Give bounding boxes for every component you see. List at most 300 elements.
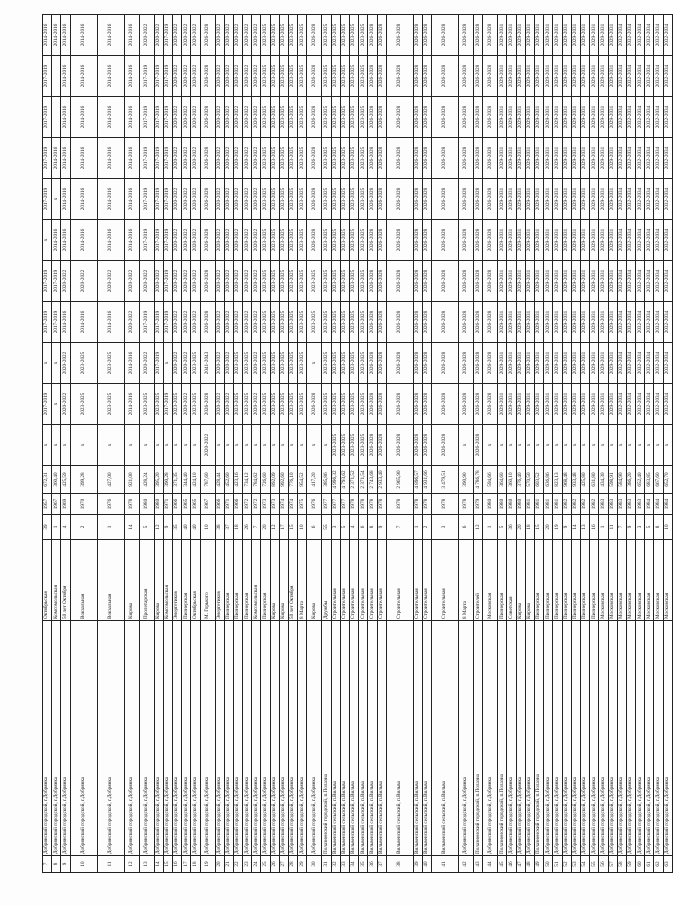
street-cell: Строительная bbox=[432, 540, 459, 621]
period-cell: 2026-2028 bbox=[483, 302, 498, 343]
street-cell: Строительная bbox=[331, 540, 340, 621]
period-cell bbox=[52, 56, 61, 97]
house-number-cell: 20 bbox=[544, 515, 553, 540]
area-cell: 652,40 bbox=[636, 466, 645, 494]
area-cell: 892,09 bbox=[270, 466, 279, 494]
street-cell: Строительная bbox=[349, 540, 358, 621]
period-cell: 2014-2016 bbox=[124, 220, 139, 261]
area-cell: 425,59 bbox=[61, 466, 70, 494]
period-cell: 2029-2031 bbox=[562, 220, 571, 261]
house-number-cell: 3 bbox=[636, 515, 645, 540]
street-cell: Кирова bbox=[154, 540, 163, 621]
year-built-cell: 1966 bbox=[215, 494, 224, 515]
period-cell: 2023-2025 bbox=[349, 343, 358, 384]
period-cell: 2026-2028 bbox=[200, 220, 215, 261]
period-cell: 2029-2031 bbox=[498, 343, 507, 384]
street-cell: Строительная bbox=[422, 540, 431, 621]
period-cell: 2026-2028 bbox=[386, 384, 413, 425]
period-cell: 2020-2022 bbox=[252, 56, 261, 97]
area-cell: 417,20 bbox=[307, 466, 322, 494]
period-cell: 2023-2025 bbox=[270, 56, 279, 97]
year-built-cell: 1980 bbox=[483, 494, 498, 515]
period-cell: 2023-2025 bbox=[331, 261, 340, 302]
house-number-cell: 14 bbox=[124, 515, 139, 540]
period-cell: 2032-2034 bbox=[654, 97, 663, 138]
table-row bbox=[636, 15, 645, 873]
street-cell: Московская bbox=[617, 540, 626, 621]
period-cell: 2023-2025 bbox=[154, 384, 163, 425]
table-row bbox=[562, 15, 571, 873]
period-cell: 2023-2025 bbox=[191, 343, 200, 384]
period-cell: 2023-2025 bbox=[289, 15, 298, 56]
period-cell: 2029-2031 bbox=[516, 179, 525, 220]
period-cell: 2020-2022 bbox=[139, 343, 154, 384]
period-cell: 2029-2031 bbox=[580, 384, 589, 425]
period-cell: 2017-2019 bbox=[163, 302, 172, 343]
period-cell: 2032-2034 bbox=[654, 15, 663, 56]
period-cell: 2029-2031 bbox=[544, 56, 553, 97]
period-cell: 2032-2034 bbox=[654, 261, 663, 302]
street-cell: Пионерская bbox=[580, 540, 589, 621]
period-cell: 2029-2031 bbox=[525, 343, 534, 384]
settlement-cell: Добрянский городской, г.Добрянка bbox=[191, 621, 200, 856]
settlement-cell: Добрянский городской, г.Добрянка bbox=[233, 621, 242, 856]
period-cell: 2023-2025 bbox=[307, 302, 322, 343]
period-cell: 2026-2028 bbox=[422, 343, 431, 384]
period-cell: 2020-2022 bbox=[182, 261, 191, 302]
period-cell: х bbox=[617, 425, 626, 466]
period-cell: х bbox=[608, 425, 617, 466]
period-cell: х bbox=[52, 179, 61, 220]
table-row bbox=[340, 15, 349, 873]
period-cell: 2020-2022 bbox=[172, 56, 181, 97]
period-cell: 2029-2031 bbox=[599, 343, 608, 384]
house-number-cell: 3 bbox=[331, 515, 340, 540]
period-cell: 2020-2022 bbox=[224, 384, 233, 425]
period-cell: 2026-2028 bbox=[368, 179, 377, 220]
table-row bbox=[535, 15, 544, 873]
period-cell: 2023-2025 bbox=[349, 15, 358, 56]
period-cell: 2029-2031 bbox=[580, 97, 589, 138]
table-row bbox=[200, 15, 215, 873]
row-number-cell: 37 bbox=[377, 856, 386, 873]
period-cell: 2020-2022 bbox=[215, 220, 224, 261]
period-cell: 2020-2022 bbox=[172, 343, 181, 384]
house-number-cell: 39 bbox=[43, 515, 52, 540]
table-row bbox=[580, 15, 589, 873]
period-cell: 2023-2025 bbox=[70, 384, 97, 425]
period-cell: 2029-2031 bbox=[599, 384, 608, 425]
period-cell: 2020-2022 bbox=[139, 261, 154, 302]
year-built-cell: 1974 bbox=[289, 494, 298, 515]
year-built-cell: 1978 bbox=[413, 494, 422, 515]
period-cell: 2026-2028 bbox=[386, 425, 413, 466]
period-cell: 2023-2025 bbox=[340, 97, 349, 138]
year-built-cell: 1965 bbox=[182, 494, 191, 515]
period-cell: 2029-2031 bbox=[590, 56, 599, 97]
period-cell: 2017-2019 bbox=[43, 56, 52, 97]
area-cell: 4 931,66 bbox=[422, 466, 431, 494]
house-number-cell: 19 bbox=[553, 515, 562, 540]
period-cell: 2029-2031 bbox=[562, 343, 571, 384]
period-cell: 2023-2025 bbox=[279, 15, 288, 56]
house-number-cell: 15 bbox=[289, 515, 298, 540]
period-cell: 2032-2034 bbox=[645, 343, 654, 384]
period-cell: 2026-2028 bbox=[368, 343, 377, 384]
period-cell: 2026-2028 bbox=[377, 138, 386, 179]
period-cell: 2017-2019 bbox=[154, 138, 163, 179]
period-cell: 2029-2031 bbox=[553, 384, 562, 425]
period-cell: 2032-2034 bbox=[617, 343, 626, 384]
period-cell: 2014-2016 bbox=[70, 138, 97, 179]
table-row bbox=[43, 15, 52, 873]
period-cell: 2023-2025 bbox=[289, 220, 298, 261]
period-cell: 2029-2031 bbox=[498, 261, 507, 302]
period-cell: 2014-2016 bbox=[124, 343, 139, 384]
period-cell: 2032-2034 bbox=[617, 179, 626, 220]
area-cell: 399,28 bbox=[70, 466, 97, 494]
period-cell: 2023-2025 bbox=[340, 15, 349, 56]
period-cell: 2020-2022 bbox=[215, 261, 224, 302]
period-cell: 2023-2025 bbox=[97, 384, 124, 425]
period-cell: 2029-2031 bbox=[553, 261, 562, 302]
period-cell: 2029-2031 bbox=[590, 261, 599, 302]
period-cell: 2020-2022 bbox=[215, 56, 224, 97]
table-row bbox=[432, 15, 459, 873]
period-cell: 2023-2025 bbox=[270, 220, 279, 261]
house-number-cell: 13 bbox=[580, 515, 589, 540]
period-cell: 2020-2022 bbox=[224, 15, 233, 56]
period-cell: 2020-2022 bbox=[233, 138, 242, 179]
period-cell: 2026-2028 bbox=[432, 384, 459, 425]
settlement-cell: Добрянский городской, г.Добрянка bbox=[70, 621, 97, 856]
row-number-cell: 21 bbox=[224, 856, 233, 873]
settlement-cell: Добрянский городской, г.Добрянка bbox=[571, 621, 580, 856]
year-built-cell: 1983 bbox=[599, 494, 608, 515]
settlement-cell: Добрянский городской, г.Добрянка bbox=[663, 621, 672, 856]
period-cell: 2017-2019 bbox=[163, 220, 172, 261]
settlement-cell: Добрянский городской, г.Добрянка bbox=[516, 621, 525, 856]
table-row bbox=[626, 15, 635, 873]
table-row bbox=[553, 15, 562, 873]
row-number-cell: 52 bbox=[562, 856, 571, 873]
period-cell: 2029-2031 bbox=[535, 56, 544, 97]
area-cell: 4 896,57 bbox=[413, 466, 422, 494]
period-cell: 2029-2031 bbox=[562, 261, 571, 302]
street-cell: Московская bbox=[654, 540, 663, 621]
period-cell: 2029-2031 bbox=[516, 15, 525, 56]
street-cell: Энергетиков bbox=[215, 540, 224, 621]
period-cell: 2026-2028 bbox=[413, 261, 422, 302]
year-built-cell: 1977 bbox=[322, 494, 331, 515]
settlement-cell: Вильвенский сельский, п.Вильва bbox=[331, 621, 340, 856]
settlement-cell: Добрянский городской, г.Добрянка bbox=[590, 621, 599, 856]
row-number-cell: 16 bbox=[172, 856, 181, 873]
period-cell: 2020-2022 bbox=[154, 15, 163, 56]
period-cell: 2026-2028 bbox=[422, 220, 431, 261]
street-cell: Московская bbox=[626, 540, 635, 621]
period-cell: 2023-2025 bbox=[261, 97, 270, 138]
period-cell: 2014-2016 bbox=[124, 15, 139, 56]
settlement-cell: Добрянский городской, г.Добрянка bbox=[307, 621, 322, 856]
row-number-cell: 35 bbox=[359, 856, 368, 873]
period-cell: 2026-2028 bbox=[386, 220, 413, 261]
house-number-cell: 1 bbox=[483, 515, 498, 540]
period-cell: 2023-2025 bbox=[322, 15, 331, 56]
table-row bbox=[97, 15, 124, 873]
period-cell: 2020-2022 bbox=[215, 343, 224, 384]
area-cell: 933,48 bbox=[571, 466, 580, 494]
period-cell: 2020-2022 bbox=[172, 302, 181, 343]
period-cell: 2032-2034 bbox=[663, 343, 672, 384]
period-cell: х bbox=[270, 425, 279, 466]
period-cell: 2020-2022 bbox=[224, 138, 233, 179]
table-row bbox=[474, 15, 483, 873]
period-cell: х bbox=[298, 425, 307, 466]
period-cell: 2026-2028 bbox=[386, 302, 413, 343]
period-cell: 2023-2025 bbox=[289, 138, 298, 179]
period-cell: 2029-2031 bbox=[571, 384, 580, 425]
period-cell: 2023-2025 bbox=[289, 97, 298, 138]
period-cell: 2029-2031 bbox=[590, 220, 599, 261]
period-cell: 2026-2028 bbox=[368, 97, 377, 138]
row-number-cell: 20 bbox=[215, 856, 224, 873]
table-row bbox=[70, 15, 97, 873]
period-cell: 2026-2028 bbox=[459, 261, 474, 302]
period-cell: 2023-2025 bbox=[70, 343, 97, 384]
year-built-cell: 1973 bbox=[261, 494, 270, 515]
period-cell: 2029-2031 bbox=[507, 15, 516, 56]
period-cell: 2026-2028 bbox=[483, 15, 498, 56]
table-row bbox=[349, 15, 358, 873]
period-cell: 2029-2031 bbox=[599, 56, 608, 97]
settlement-cell: Добрянский городской, г.Добрянка bbox=[507, 621, 516, 856]
period-cell: 2014-2016 bbox=[124, 384, 139, 425]
period-cell: 2023-2025 bbox=[322, 384, 331, 425]
year-built-cell: 1983 bbox=[626, 494, 635, 515]
period-cell: 2029-2031 bbox=[590, 179, 599, 220]
period-cell: 2026-2028 bbox=[307, 15, 322, 56]
period-cell: 2029-2031 bbox=[562, 302, 571, 343]
year-built-cell: 1957 bbox=[43, 494, 52, 515]
period-cell: 2014-2016 bbox=[97, 302, 124, 343]
table-row bbox=[608, 15, 617, 873]
year-built-cell: 1980 bbox=[516, 494, 525, 515]
area-cell: 2 965,90 bbox=[386, 466, 413, 494]
row-number-cell: 45 bbox=[498, 856, 507, 873]
period-cell: 2032-2034 bbox=[617, 56, 626, 97]
period-cell: 2023-2025 bbox=[359, 302, 368, 343]
settlement-cell: Добрянский городской, г.Добрянка bbox=[562, 621, 571, 856]
period-cell: х bbox=[626, 425, 635, 466]
street-cell: Кирова bbox=[516, 540, 525, 621]
period-cell: 2026-2028 bbox=[432, 97, 459, 138]
row-number-cell: 32 bbox=[331, 856, 340, 873]
street-cell: Пионерская bbox=[553, 540, 562, 621]
house-number-cell: 35 bbox=[172, 515, 181, 540]
period-cell: 2026-2028 bbox=[474, 220, 483, 261]
period-cell: 2026-2028 bbox=[386, 261, 413, 302]
period-cell: 2023-2025 bbox=[139, 384, 154, 425]
table-row bbox=[386, 15, 413, 873]
period-cell: 2029-2031 bbox=[562, 179, 571, 220]
period-cell: 2023-2025 bbox=[261, 220, 270, 261]
period-cell: 2029-2031 bbox=[580, 15, 589, 56]
period-cell bbox=[52, 97, 61, 138]
settlement-cell: Полазненский городской, п.Полазна bbox=[474, 621, 483, 856]
row-number-cell: 15 bbox=[163, 856, 172, 873]
period-cell: х bbox=[562, 425, 571, 466]
period-cell: 2032-2034 bbox=[626, 138, 635, 179]
period-cell: 2023-2025 bbox=[322, 220, 331, 261]
period-cell: 2032-2034 bbox=[663, 220, 672, 261]
period-cell: х bbox=[261, 425, 270, 466]
row-number-cell: 57 bbox=[608, 856, 617, 873]
period-cell: 2026-2028 bbox=[377, 56, 386, 97]
period-cell: 2026-2028 bbox=[377, 425, 386, 466]
period-cell: 2029-2031 bbox=[516, 138, 525, 179]
period-cell: 2029-2031 bbox=[580, 343, 589, 384]
area-cell: 360,10 bbox=[507, 466, 516, 494]
street-cell: Советская bbox=[507, 540, 516, 621]
row-number-cell: 7 bbox=[43, 856, 52, 873]
period-cell: 2023-2025 bbox=[349, 261, 358, 302]
period-cell: 2026-2028 bbox=[432, 56, 459, 97]
house-number-cell: 40 bbox=[191, 515, 200, 540]
area-cell: 652,70 bbox=[663, 466, 672, 494]
street-cell: Дружбы bbox=[322, 540, 331, 621]
year-built-cell: 1978 bbox=[124, 494, 139, 515]
street-cell: Комсомольская bbox=[163, 540, 172, 621]
period-cell: 2023-2025 bbox=[270, 302, 279, 343]
period-cell: 2029-2031 bbox=[562, 97, 571, 138]
period-cell: 2026-2028 bbox=[386, 97, 413, 138]
street-cell: Комсомольская bbox=[252, 540, 261, 621]
house-number-cell: 10 bbox=[200, 515, 215, 540]
period-cell: 2014-2016 bbox=[61, 15, 70, 56]
period-cell: 2023-2025 bbox=[233, 343, 242, 384]
period-cell: 2026-2028 bbox=[377, 97, 386, 138]
settlement-cell: Вильвенский сельский, п.Вильва bbox=[422, 621, 431, 856]
period-cell: 2017-2019 bbox=[139, 220, 154, 261]
period-cell: 2023-2025 bbox=[340, 302, 349, 343]
period-cell: 2020-2022 bbox=[172, 179, 181, 220]
period-cell: 2023-2025 bbox=[340, 138, 349, 179]
period-cell: 2023-2025 bbox=[298, 138, 307, 179]
period-cell: 2032-2034 bbox=[663, 15, 672, 56]
period-cell: 2026-2028 bbox=[474, 425, 483, 466]
period-cell: 2023-2025 bbox=[359, 261, 368, 302]
row-number-cell: 13 bbox=[139, 856, 154, 873]
settlement-cell: Добрянский городской, г.Добрянка bbox=[626, 621, 635, 856]
period-cell: 2026-2028 bbox=[422, 384, 431, 425]
period-cell: 2020-2022 bbox=[224, 302, 233, 343]
street-cell: Строительная bbox=[368, 540, 377, 621]
period-cell: 2014-2016 bbox=[61, 179, 70, 220]
period-cell: 2023-2025 bbox=[279, 179, 288, 220]
period-cell: 2026-2028 bbox=[200, 302, 215, 343]
period-cell: 2026-2028 bbox=[432, 261, 459, 302]
year-built-cell: 1972 bbox=[243, 494, 252, 515]
period-cell: 2026-2028 bbox=[413, 179, 422, 220]
period-cell: 2023-2025 bbox=[279, 97, 288, 138]
period-cell: 2020-2022 bbox=[191, 138, 200, 179]
settlement-cell: Вильвенский сельский, п.Вильва bbox=[368, 621, 377, 856]
table-row bbox=[654, 15, 663, 873]
area-cell: 2 933,40 bbox=[377, 466, 386, 494]
period-cell: 2026-2028 bbox=[377, 261, 386, 302]
area-cell: 2 371,54 bbox=[359, 466, 368, 494]
street-cell: Строителей bbox=[474, 540, 483, 621]
period-cell: 2020-2022 bbox=[215, 15, 224, 56]
period-cell: 2023-2025 bbox=[289, 179, 298, 220]
period-cell: 2014-2016 bbox=[61, 138, 70, 179]
period-cell: 2023-2025 bbox=[261, 15, 270, 56]
street-cell: М. Горького bbox=[200, 540, 215, 621]
settlement-cell: Добрянский городской, г.Добрянка bbox=[553, 621, 562, 856]
period-cell: 2023-2025 bbox=[289, 56, 298, 97]
year-built-cell: 1983 bbox=[608, 494, 617, 515]
table-row bbox=[298, 15, 307, 873]
period-cell: х bbox=[61, 425, 70, 466]
period-cell: 2020-2022 bbox=[172, 15, 181, 56]
settlement-cell: Добрянский городской, г.Добрянка bbox=[298, 621, 307, 856]
period-cell: 2026-2028 bbox=[368, 138, 377, 179]
period-cell: 2023-2025 bbox=[359, 343, 368, 384]
year-built-cell: 1974 bbox=[279, 494, 288, 515]
period-cell: х bbox=[191, 425, 200, 466]
area-cell: 921,00 bbox=[124, 466, 139, 494]
house-number-cell: 12 bbox=[270, 515, 279, 540]
period-cell: 2014-2016 bbox=[43, 15, 52, 56]
period-cell: 2029-2031 bbox=[507, 97, 516, 138]
period-cell: 2029-2031 bbox=[507, 302, 516, 343]
period-cell: х bbox=[163, 343, 172, 384]
row-number-cell: 33 bbox=[340, 856, 349, 873]
period-cell: 2023-2025 bbox=[261, 343, 270, 384]
period-cell: 2029-2031 bbox=[599, 15, 608, 56]
settlement-cell: Добрянский городской, г.Добрянка bbox=[279, 621, 288, 856]
period-cell: 2029-2031 bbox=[590, 384, 599, 425]
table-row bbox=[645, 15, 654, 873]
year-built-cell: 1980 bbox=[154, 494, 163, 515]
table-row bbox=[331, 15, 340, 873]
period-cell: 2029-2031 bbox=[590, 15, 599, 56]
period-cell: 2017-2019 bbox=[163, 56, 172, 97]
period-cell: 2026-2028 bbox=[413, 343, 422, 384]
settlement-cell: Добрянский городской, г.Добрянка bbox=[608, 621, 617, 856]
settlement-cell: Добрянский городской, г.Добрянка bbox=[154, 621, 163, 856]
period-cell: 2020-2022 bbox=[252, 343, 261, 384]
settlement-cell: Добрянский городской, г.Добрянка bbox=[163, 621, 172, 856]
row-number-cell: 58 bbox=[617, 856, 626, 873]
period-cell: 2020-2022 bbox=[172, 97, 181, 138]
period-cell: 2023-2025 bbox=[298, 97, 307, 138]
period-cell: х bbox=[636, 425, 645, 466]
period-cell: 2023-2025 bbox=[298, 384, 307, 425]
period-cell: х bbox=[252, 425, 261, 466]
period-cell: 2020-2022 bbox=[172, 220, 181, 261]
period-cell: х bbox=[279, 425, 288, 466]
period-cell: 2029-2031 bbox=[608, 261, 617, 302]
period-cell: 2032-2034 bbox=[626, 97, 635, 138]
year-built-cell: 1978 bbox=[349, 494, 358, 515]
period-cell: 2026-2028 bbox=[368, 56, 377, 97]
period-cell: х bbox=[516, 425, 525, 466]
year-built-cell: 1980 bbox=[498, 494, 507, 515]
street-cell: Строительная bbox=[377, 540, 386, 621]
period-cell: 2023-2025 bbox=[340, 384, 349, 425]
